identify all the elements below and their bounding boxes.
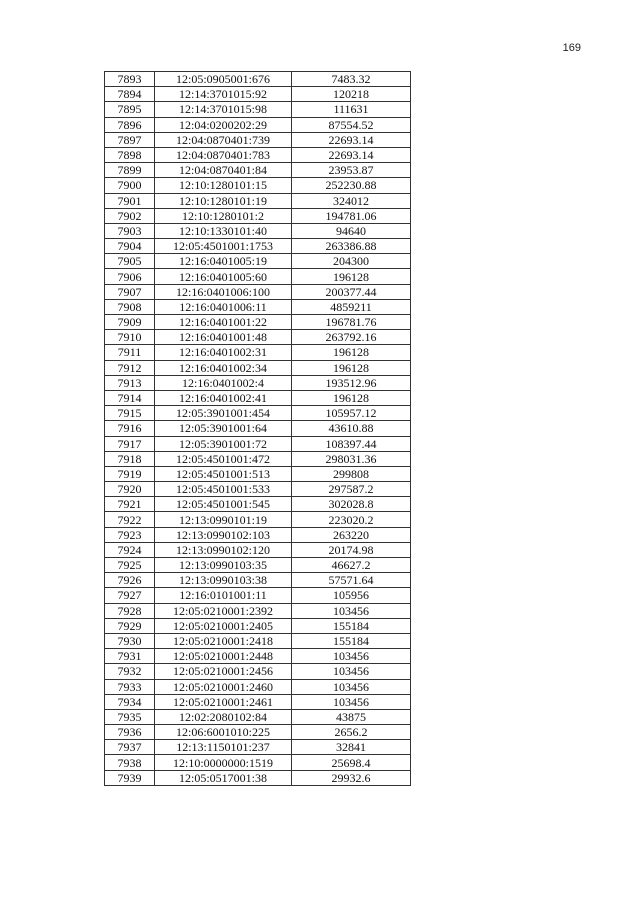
cadastral-number-cell: 12:02:2080102:84 (155, 709, 292, 724)
row-number-cell: 7896 (105, 117, 155, 132)
table-row (105, 436, 411, 451)
table-row (105, 542, 411, 557)
row-number-cell: 7921 (105, 497, 155, 512)
value-cell: 193512.96 (292, 375, 411, 390)
value-cell: 263386.88 (292, 239, 411, 254)
table-row (105, 755, 411, 770)
page-number: 169 (562, 42, 581, 54)
value-cell: 324012 (292, 193, 411, 208)
row-number-cell: 7907 (105, 284, 155, 299)
value-cell: 196128 (292, 390, 411, 405)
cadastral-number-cell: 12:16:0401002:41 (155, 390, 292, 405)
value-cell: 223020.2 (292, 512, 411, 527)
row-number-cell: 7920 (105, 482, 155, 497)
cadastral-number-cell: 12:05:0210001:2461 (155, 694, 292, 709)
row-number-cell: 7906 (105, 269, 155, 284)
table-row (105, 375, 411, 390)
cadastral-number-cell: 12:05:0517001:38 (155, 770, 292, 785)
cadastral-number-cell: 12:04:0870401:739 (155, 132, 292, 147)
row-number-cell: 7909 (105, 315, 155, 330)
table-row (105, 360, 411, 375)
cadastral-number-cell: 12:05:3901001:454 (155, 406, 292, 421)
value-cell: 196128 (292, 269, 411, 284)
cadastral-number-cell: 12:05:3901001:72 (155, 436, 292, 451)
table-row (105, 709, 411, 724)
table-row (105, 558, 411, 573)
row-number-cell: 7916 (105, 421, 155, 436)
row-number-cell: 7908 (105, 299, 155, 314)
data-table (104, 71, 411, 786)
cadastral-number-cell: 12:16:0401005:19 (155, 254, 292, 269)
cadastral-number-cell: 12:13:0990101:19 (155, 512, 292, 527)
cadastral-number-cell: 12:13:0990102:103 (155, 527, 292, 542)
value-cell: 103456 (292, 649, 411, 664)
row-number-cell: 7904 (105, 239, 155, 254)
value-cell: 155184 (292, 618, 411, 633)
table-row (105, 223, 411, 238)
table-row (105, 102, 411, 117)
row-number-cell: 7895 (105, 102, 155, 117)
cadastral-number-cell: 12:05:0210001:2392 (155, 603, 292, 618)
table-row (105, 466, 411, 481)
value-cell: 23953.87 (292, 163, 411, 178)
table-row (105, 330, 411, 345)
cadastral-number-cell: 12:05:4501001:545 (155, 497, 292, 512)
row-number-cell: 7925 (105, 558, 155, 573)
row-number-cell: 7937 (105, 740, 155, 755)
row-number-cell: 7903 (105, 223, 155, 238)
value-cell: 263220 (292, 527, 411, 542)
value-cell: 105957.12 (292, 406, 411, 421)
table-row (105, 679, 411, 694)
table-row (105, 87, 411, 102)
table-row (105, 208, 411, 223)
value-cell: 57571.64 (292, 573, 411, 588)
cadastral-number-cell: 12:10:0000000:1519 (155, 755, 292, 770)
value-cell: 32841 (292, 740, 411, 755)
cadastral-number-cell: 12:05:0210001:2448 (155, 649, 292, 664)
row-number-cell: 7923 (105, 527, 155, 542)
table-row (105, 482, 411, 497)
row-number-cell: 7930 (105, 633, 155, 648)
value-cell: 108397.44 (292, 436, 411, 451)
value-cell: 297587.2 (292, 482, 411, 497)
row-number-cell: 7924 (105, 542, 155, 557)
row-number-cell: 7897 (105, 132, 155, 147)
cadastral-number-cell: 12:16:0401006:100 (155, 284, 292, 299)
value-cell: 252230.88 (292, 178, 411, 193)
value-cell: 105956 (292, 588, 411, 603)
row-number-cell: 7899 (105, 163, 155, 178)
value-cell: 196781.76 (292, 315, 411, 330)
row-number-cell: 7901 (105, 193, 155, 208)
row-number-cell: 7935 (105, 709, 155, 724)
cadastral-number-cell: 12:16:0401005:60 (155, 269, 292, 284)
table-row (105, 147, 411, 162)
value-cell: 25698.4 (292, 755, 411, 770)
row-number-cell: 7894 (105, 87, 155, 102)
table-row (105, 573, 411, 588)
value-cell: 103456 (292, 664, 411, 679)
row-number-cell: 7934 (105, 694, 155, 709)
value-cell: 196128 (292, 345, 411, 360)
row-number-cell: 7898 (105, 147, 155, 162)
table-row (105, 345, 411, 360)
row-number-cell: 7918 (105, 451, 155, 466)
row-number-cell: 7939 (105, 770, 155, 785)
value-cell: 22693.14 (292, 147, 411, 162)
cadastral-number-cell: 12:16:0401001:22 (155, 315, 292, 330)
value-cell: 194781.06 (292, 208, 411, 223)
value-cell: 46627.2 (292, 558, 411, 573)
table-row (105, 421, 411, 436)
cadastral-number-cell: 12:10:1280101:19 (155, 193, 292, 208)
table-row (105, 72, 411, 87)
value-cell: 204300 (292, 254, 411, 269)
row-number-cell: 7926 (105, 573, 155, 588)
table-row (105, 618, 411, 633)
table-row (105, 406, 411, 421)
row-number-cell: 7893 (105, 72, 155, 87)
cadastral-number-cell: 12:16:0401006:11 (155, 299, 292, 314)
table-row (105, 497, 411, 512)
value-cell: 87554.52 (292, 117, 411, 132)
value-cell: 111631 (292, 102, 411, 117)
cadastral-number-cell: 12:13:0990103:38 (155, 573, 292, 588)
table-row (105, 239, 411, 254)
row-number-cell: 7927 (105, 588, 155, 603)
row-number-cell: 7915 (105, 406, 155, 421)
table-row (105, 132, 411, 147)
value-cell: 298031.36 (292, 451, 411, 466)
table-row (105, 269, 411, 284)
table-row (105, 649, 411, 664)
table-row (105, 740, 411, 755)
row-number-cell: 7919 (105, 466, 155, 481)
value-cell: 4859211 (292, 299, 411, 314)
value-cell: 43610.88 (292, 421, 411, 436)
value-cell: 103456 (292, 694, 411, 709)
row-number-cell: 7931 (105, 649, 155, 664)
table-row (105, 512, 411, 527)
table-body (105, 72, 411, 786)
table-row (105, 117, 411, 132)
value-cell: 302028.8 (292, 497, 411, 512)
cadastral-number-cell: 12:14:3701015:92 (155, 87, 292, 102)
cadastral-number-cell: 12:05:4501001:533 (155, 482, 292, 497)
row-number-cell: 7910 (105, 330, 155, 345)
cadastral-number-cell: 12:10:1330101:40 (155, 223, 292, 238)
table-row (105, 694, 411, 709)
table-row (105, 664, 411, 679)
cadastral-number-cell: 12:16:0401002:34 (155, 360, 292, 375)
cadastral-number-cell: 12:05:4501001:472 (155, 451, 292, 466)
cadastral-number-cell: 12:06:6001010:225 (155, 725, 292, 740)
value-cell: 103456 (292, 679, 411, 694)
value-cell: 263792.16 (292, 330, 411, 345)
cadastral-number-cell: 12:14:3701015:98 (155, 102, 292, 117)
cadastral-number-cell: 12:10:1280101:2 (155, 208, 292, 223)
cadastral-number-cell: 12:13:1150101:237 (155, 740, 292, 755)
cadastral-number-cell: 12:05:0210001:2418 (155, 633, 292, 648)
cadastral-number-cell: 12:13:0990102:120 (155, 542, 292, 557)
cadastral-number-cell: 12:04:0870401:783 (155, 147, 292, 162)
row-number-cell: 7912 (105, 360, 155, 375)
value-cell: 22693.14 (292, 132, 411, 147)
cadastral-number-cell: 12:05:4501001:513 (155, 466, 292, 481)
value-cell: 200377.44 (292, 284, 411, 299)
row-number-cell: 7902 (105, 208, 155, 223)
value-cell: 94640 (292, 223, 411, 238)
row-number-cell: 7914 (105, 390, 155, 405)
row-number-cell: 7905 (105, 254, 155, 269)
table-row (105, 588, 411, 603)
row-number-cell: 7933 (105, 679, 155, 694)
value-cell: 196128 (292, 360, 411, 375)
cadastral-number-cell: 12:05:0210001:2456 (155, 664, 292, 679)
table-row (105, 603, 411, 618)
value-cell: 155184 (292, 633, 411, 648)
row-number-cell: 7913 (105, 375, 155, 390)
cadastral-number-cell: 12:05:4501001:1753 (155, 239, 292, 254)
table-row (105, 178, 411, 193)
table-row (105, 527, 411, 542)
cadastral-number-cell: 12:04:0870401:84 (155, 163, 292, 178)
table-row (105, 770, 411, 785)
row-number-cell: 7922 (105, 512, 155, 527)
cadastral-number-cell: 12:16:0101001:11 (155, 588, 292, 603)
table-row (105, 390, 411, 405)
value-cell: 120218 (292, 87, 411, 102)
row-number-cell: 7932 (105, 664, 155, 679)
cadastral-number-cell: 12:05:3901001:64 (155, 421, 292, 436)
value-cell: 20174.98 (292, 542, 411, 557)
table-row (105, 299, 411, 314)
cadastral-number-cell: 12:05:0210001:2460 (155, 679, 292, 694)
value-cell: 299808 (292, 466, 411, 481)
cadastral-number-cell: 12:05:0210001:2405 (155, 618, 292, 633)
cadastral-number-cell: 12:16:0401002:4 (155, 375, 292, 390)
value-cell: 103456 (292, 603, 411, 618)
row-number-cell: 7929 (105, 618, 155, 633)
table-row (105, 633, 411, 648)
row-number-cell: 7911 (105, 345, 155, 360)
cadastral-number-cell: 12:16:0401002:31 (155, 345, 292, 360)
value-cell: 43875 (292, 709, 411, 724)
cadastral-number-cell: 12:05:0905001:676 (155, 72, 292, 87)
row-number-cell: 7928 (105, 603, 155, 618)
value-cell: 2656.2 (292, 725, 411, 740)
value-cell: 7483.32 (292, 72, 411, 87)
table-row (105, 315, 411, 330)
cadastral-number-cell: 12:04:0200202:29 (155, 117, 292, 132)
table-row (105, 451, 411, 466)
table-row (105, 193, 411, 208)
table-row (105, 163, 411, 178)
row-number-cell: 7917 (105, 436, 155, 451)
table-row (105, 254, 411, 269)
row-number-cell: 7900 (105, 178, 155, 193)
table-row (105, 725, 411, 740)
cadastral-number-cell: 12:16:0401001:48 (155, 330, 292, 345)
value-cell: 29932.6 (292, 770, 411, 785)
row-number-cell: 7938 (105, 755, 155, 770)
cadastral-number-cell: 12:13:0990103:35 (155, 558, 292, 573)
row-number-cell: 7936 (105, 725, 155, 740)
table-row (105, 284, 411, 299)
cadastral-number-cell: 12:10:1280101:15 (155, 178, 292, 193)
